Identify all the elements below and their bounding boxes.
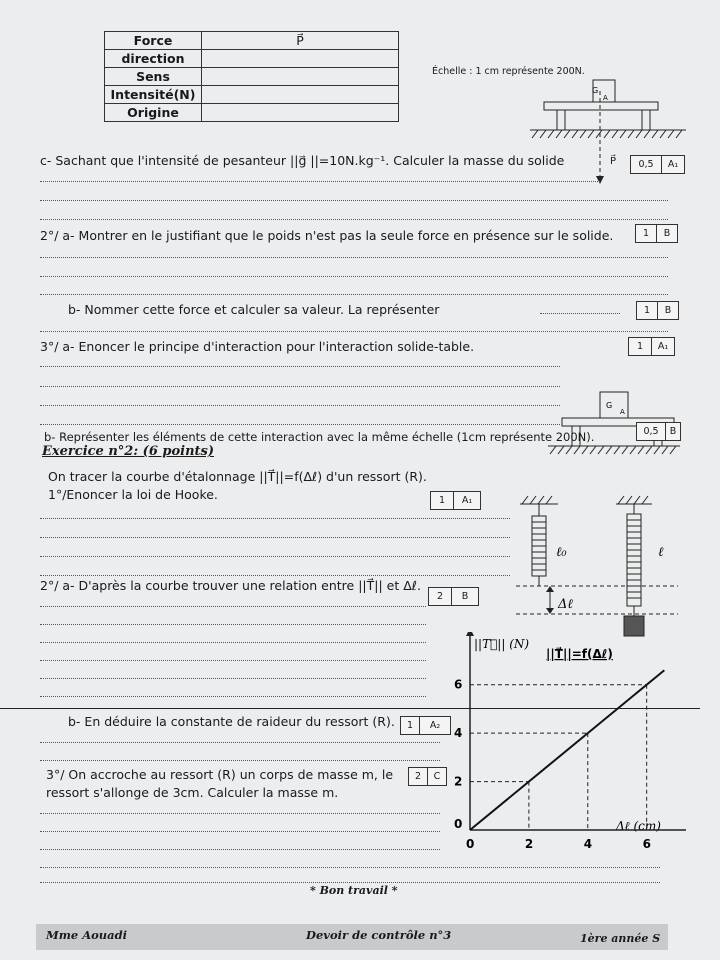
grade-box bbox=[430, 491, 481, 510]
exercise-2-intro: On tracer la courbe d'étalonnage ||T⃗||=f(Δℓ) d'un ressort (R). bbox=[48, 469, 427, 484]
row-label: Intensité(N) bbox=[105, 86, 202, 104]
grade-code: A₁ bbox=[453, 492, 480, 509]
grade-points: 1 bbox=[643, 305, 651, 316]
grade-box bbox=[635, 224, 678, 243]
grade-points: 1 bbox=[642, 228, 650, 239]
question-2a: 2°/ a- Montrer en le justifiant que le poids n'est pas la seule force en présence sur le solide. bbox=[40, 228, 614, 243]
calibration-chart bbox=[438, 632, 700, 864]
grade-code: A₁ bbox=[651, 338, 674, 355]
row-value: P⃗ bbox=[202, 32, 399, 50]
exercise-2-q3-line2: ressort s'allonge de 3cm. Calculer la masse m. bbox=[46, 785, 339, 800]
exercise-2-title: Exercice n°2: (6 points) bbox=[42, 444, 215, 459]
grade-code: A₁ bbox=[661, 156, 684, 173]
answer-line[interactable] bbox=[40, 405, 560, 406]
answer-line[interactable] bbox=[40, 696, 426, 697]
answer-line[interactable] bbox=[40, 606, 426, 607]
row-value bbox=[202, 86, 399, 104]
answer-line[interactable] bbox=[40, 294, 668, 295]
chart-title: ||T⃗||=f(Δℓ) bbox=[546, 647, 613, 661]
answer-line[interactable] bbox=[40, 556, 510, 557]
grade-code: C bbox=[427, 768, 446, 785]
grade-box bbox=[630, 155, 685, 174]
y-tick-label: 4 bbox=[454, 726, 463, 741]
x-tick-label: 2 bbox=[524, 837, 534, 851]
y-axis-arrow bbox=[466, 632, 474, 636]
grade-box bbox=[628, 337, 675, 356]
row-value bbox=[202, 68, 399, 86]
table-row bbox=[105, 50, 399, 68]
grade-code: B bbox=[657, 302, 678, 319]
answer-line[interactable] bbox=[540, 313, 620, 314]
answer-line[interactable] bbox=[40, 867, 660, 868]
answer-line[interactable] bbox=[40, 849, 440, 850]
x-tick-label: 0 bbox=[466, 837, 475, 851]
answer-line[interactable] bbox=[40, 882, 660, 883]
y-tick-label: 2 bbox=[454, 774, 463, 789]
grade-code: A₂ bbox=[419, 717, 450, 734]
row-label: Origine bbox=[105, 104, 202, 122]
a-label-2: A bbox=[620, 408, 625, 416]
answer-line[interactable] bbox=[40, 537, 510, 538]
g-label: G bbox=[592, 86, 599, 95]
answer-line[interactable] bbox=[40, 331, 668, 332]
answer-line[interactable] bbox=[40, 366, 560, 367]
question-3b: b- Représenter les éléments de cette interaction avec la même échelle (1cm représente 200N). bbox=[44, 430, 595, 444]
chart-x-label: Δℓ (cm) bbox=[616, 819, 661, 833]
table-row bbox=[105, 86, 399, 104]
calibration-line bbox=[470, 670, 664, 830]
class-year: 1ère année S bbox=[580, 932, 661, 945]
chart-y-label: ||T⃗|| (N) bbox=[474, 637, 530, 651]
answer-line[interactable] bbox=[40, 257, 668, 258]
grade-points: 1 bbox=[636, 341, 644, 352]
answer-line[interactable] bbox=[40, 760, 440, 761]
grade-box bbox=[636, 422, 681, 441]
question-2b: b- Nommer cette force et calculer sa valeur. La représenter bbox=[68, 302, 440, 317]
answer-line[interactable] bbox=[40, 386, 560, 387]
grade-code: B bbox=[656, 225, 677, 242]
answer-line[interactable] bbox=[40, 678, 426, 679]
devoir-title: Devoir de contrôle n°3 bbox=[306, 928, 452, 942]
question-c: c- Sachant que l'intensité de pesanteur ||g⃗ ||=10N.kg⁻¹. Calculer la masse du solide bbox=[40, 153, 565, 168]
question-3a: 3°/ a- Enoncer le principe d'interaction pour l'interaction solide-table. bbox=[40, 339, 475, 354]
l0-label: ℓ₀ bbox=[556, 545, 567, 560]
dl-label: Δℓ bbox=[558, 597, 573, 612]
force-table bbox=[104, 31, 399, 122]
answer-line[interactable] bbox=[40, 518, 510, 519]
answer-line[interactable] bbox=[40, 424, 560, 425]
grade-points: 1 bbox=[438, 495, 446, 506]
answer-line[interactable] bbox=[40, 200, 668, 201]
scale-text: Échelle : 1 cm représente 200N. bbox=[432, 66, 585, 77]
answer-line[interactable] bbox=[40, 660, 426, 661]
row-value bbox=[202, 104, 399, 122]
grade-code: B bbox=[451, 588, 478, 605]
exercise-2-q2a: 2°/ a- D'après la courbe trouver une relation entre ||T⃗|| et Δℓ. bbox=[40, 578, 421, 593]
g-label-2: G bbox=[606, 401, 613, 410]
x-tick-label: 6 bbox=[642, 837, 652, 851]
x-tick-label: 4 bbox=[583, 837, 593, 851]
grade-box bbox=[428, 587, 479, 606]
answer-line[interactable] bbox=[40, 642, 426, 643]
bon-travail: * Bon travail * bbox=[310, 884, 398, 897]
grade-points: 0,5 bbox=[638, 159, 654, 170]
origin-label: 0 bbox=[454, 817, 463, 831]
answer-line[interactable] bbox=[40, 742, 440, 743]
row-label: Sens bbox=[105, 68, 202, 86]
p-vector-label: P⃗ bbox=[610, 156, 617, 167]
exercise-2-q3-line1: 3°/ On accroche au ressort (R) un corps de masse m, le bbox=[46, 767, 394, 782]
grade-points: 2 bbox=[414, 771, 422, 782]
y-tick-label: 6 bbox=[454, 677, 463, 692]
teacher-name: Mme Aouadi bbox=[46, 928, 128, 942]
answer-line[interactable] bbox=[40, 831, 440, 832]
answer-line[interactable] bbox=[40, 276, 668, 277]
table-row bbox=[105, 68, 399, 86]
grade-points: 2 bbox=[436, 591, 444, 602]
row-value bbox=[202, 50, 399, 68]
answer-line[interactable] bbox=[40, 624, 426, 625]
exercise-2-q1: 1°/Enoncer la loi de Hooke. bbox=[48, 487, 218, 502]
row-label: direction bbox=[105, 50, 202, 68]
exercise-2-q2b: b- En déduire la constante de raideur du ressort (R). bbox=[68, 714, 395, 729]
row-label: Force bbox=[105, 32, 202, 50]
grade-box bbox=[636, 301, 679, 320]
grade-points: 1 bbox=[406, 720, 414, 731]
table-row bbox=[105, 32, 399, 50]
answer-line[interactable] bbox=[40, 219, 668, 220]
grade-points: 0,5 bbox=[643, 426, 659, 437]
springs-figure bbox=[508, 492, 688, 640]
answer-line[interactable] bbox=[40, 575, 510, 576]
answer-line[interactable] bbox=[40, 181, 600, 182]
table-row bbox=[105, 104, 399, 122]
l-label: ℓ bbox=[658, 545, 664, 560]
answer-line[interactable] bbox=[40, 813, 440, 814]
a-label: A bbox=[603, 94, 608, 102]
grade-code: B bbox=[665, 423, 680, 440]
